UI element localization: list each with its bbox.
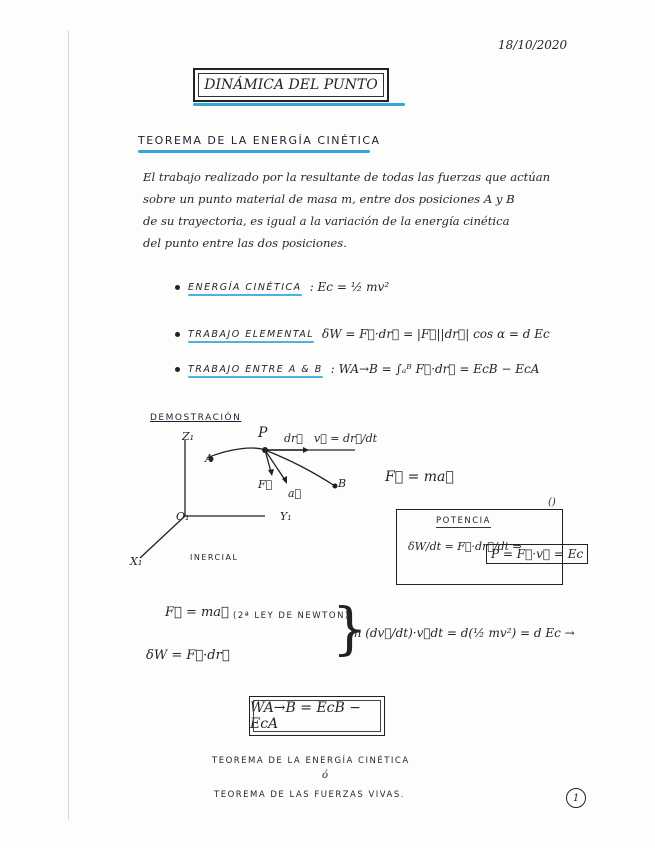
z-axis-label: Z₁	[182, 430, 195, 443]
dr-label: dr⃗	[284, 432, 303, 445]
bullet-energia-cinetica	[175, 280, 389, 294]
point-b-label: B	[338, 477, 347, 490]
potencia-result: P = F⃗·v⃗ = Ec	[486, 544, 588, 564]
potencia-formula: δW/dt = F⃗·dr⃗/dt ⇒	[408, 540, 522, 553]
definition-paragraph	[143, 166, 573, 254]
derivation-eq1-note: (2ª LEY DE NEWTON)	[233, 611, 350, 621]
x-axis-label: X₁	[130, 555, 143, 568]
point-a-label: A	[205, 452, 213, 465]
bullet-trabajo-elemental	[175, 327, 550, 341]
section-highlight	[138, 150, 370, 153]
conclusion-line-1: TEOREMA DE LA ENERGÍA CINÉTICA	[212, 756, 410, 766]
potencia-title: POTENCIA	[436, 516, 491, 526]
origin-label: O₁	[176, 510, 190, 523]
force-vector	[265, 450, 271, 472]
acceleration-label: a⃗	[288, 487, 302, 500]
derivation-eq2: δW = F⃗·dr⃗	[146, 648, 230, 663]
bullet-formula: : Ec = ½ mv²	[309, 280, 390, 294]
force-label: F⃗	[258, 478, 273, 491]
bullet-dot	[175, 367, 180, 372]
derivation-eq1: F⃗ = ma⃗	[165, 605, 229, 620]
newton-equation: F⃗ = ma⃗	[385, 469, 454, 485]
bullet-formula: δW = F⃗·dr⃗ = |F⃗||dr⃗| cos α = d Ec	[322, 327, 550, 341]
y-axis-label: Y₁	[280, 510, 292, 523]
point-b-dot	[333, 484, 338, 489]
conclusion-line-2: TEOREMA DE LAS FUERZAS VIVAS.	[214, 790, 405, 800]
dr-arrowhead	[303, 447, 309, 453]
bullet-label: TRABAJO ENTRE A & B	[188, 363, 323, 375]
frame-label: INERCIAL	[190, 553, 239, 562]
final-formula: WA→B = EcB − EcA	[249, 696, 385, 736]
bullet-label: TRABAJO ELEMENTAL	[188, 328, 315, 340]
paragraph-line: El trabajo realizado por la resultante de todas las fuerzas que actúan	[143, 170, 551, 184]
brace-symbol: }	[332, 597, 368, 662]
bullet-label: ENERGÍA CINÉTICA	[188, 281, 302, 293]
paragraph-line: de su trayectoria, es igual a la variación de la energía cinética	[143, 214, 510, 228]
margin-line	[68, 30, 69, 820]
point-p-label: P	[258, 425, 268, 441]
date: 18/10/2020	[498, 38, 568, 52]
bullet-trabajo-a-b	[175, 362, 539, 376]
title-highlight	[193, 103, 405, 106]
conclusion-or: ó	[322, 770, 329, 781]
derivation-result: m (dv⃗/dt)·v⃗dt = d(½ mv²) = d Ec →	[350, 626, 575, 640]
page-number: 1	[566, 788, 586, 808]
paragraph-line: sobre un punto material de masa m, entre dos posiciones A y B	[143, 192, 515, 206]
force-arrowhead	[268, 469, 274, 476]
section-heading: TEOREMA DE LA ENERGÍA CINÉTICA	[138, 134, 381, 147]
page-title: DINÁMICA DEL PUNTO	[193, 68, 389, 102]
bullet-dot	[175, 332, 180, 337]
demonstration-heading: DEMOSTRACIÓN	[150, 413, 242, 423]
bullet-formula: : WA→B = ∫ₐᴮ F⃗·dr⃗ = EcB − EcA	[330, 362, 540, 376]
bullet-dot	[175, 285, 180, 290]
potencia-marker: ()	[548, 497, 556, 508]
paragraph-line: del punto entre las dos posiciones.	[143, 236, 347, 250]
velocity-label: v⃗ = dr⃗/dt	[314, 432, 378, 445]
